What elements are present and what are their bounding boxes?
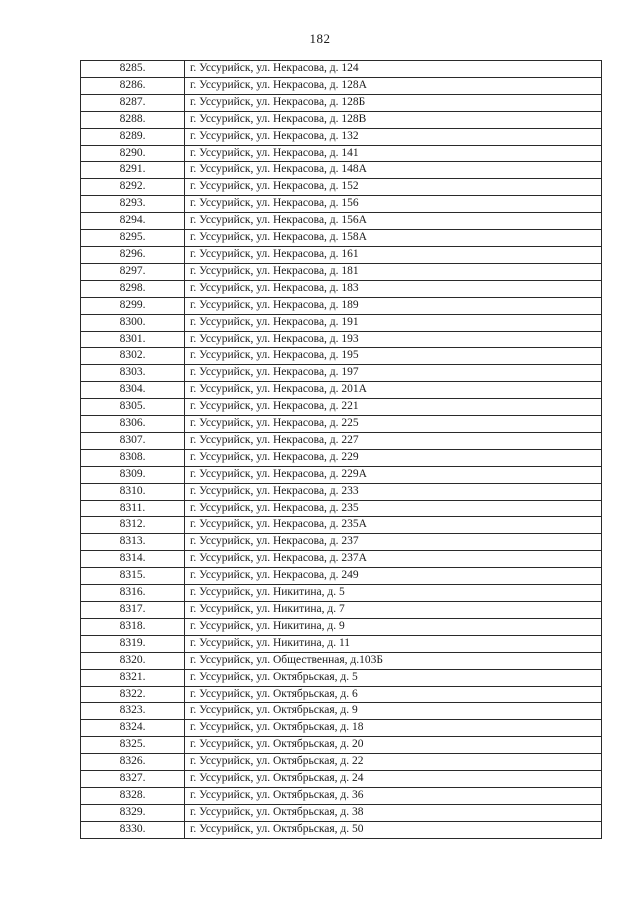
table-row xyxy=(81,703,602,720)
address-cell: г. Уссурийск, ул. Некрасова, д. 235 xyxy=(185,500,602,517)
table-row xyxy=(81,517,602,534)
table-row xyxy=(81,771,602,788)
row-number-cell: 8290. xyxy=(81,145,185,162)
address-cell: г. Уссурийск, ул. Октябрьская, д. 9 xyxy=(185,703,602,720)
row-number-cell: 8293. xyxy=(81,196,185,213)
table-row xyxy=(81,399,602,416)
row-number-cell: 8296. xyxy=(81,246,185,263)
row-number-cell: 8303. xyxy=(81,365,185,382)
table-row xyxy=(81,686,602,703)
row-number-cell: 8329. xyxy=(81,804,185,821)
address-table-body xyxy=(81,61,602,839)
row-number-cell: 8327. xyxy=(81,771,185,788)
address-cell: г. Уссурийск, ул. Некрасова, д. 237А xyxy=(185,551,602,568)
table-row xyxy=(81,230,602,247)
table-row xyxy=(81,754,602,771)
address-cell: г. Уссурийск, ул. Некрасова, д. 183 xyxy=(185,280,602,297)
address-cell: г. Уссурийск, ул. Некрасова, д. 156А xyxy=(185,213,602,230)
address-cell: г. Уссурийск, ул. Никитина, д. 9 xyxy=(185,618,602,635)
address-cell: г. Уссурийск, ул. Октябрьская, д. 24 xyxy=(185,771,602,788)
address-cell: г. Уссурийск, ул. Некрасова, д. 161 xyxy=(185,246,602,263)
row-number-cell: 8308. xyxy=(81,449,185,466)
table-row xyxy=(81,669,602,686)
row-number-cell: 8304. xyxy=(81,382,185,399)
address-cell: г. Уссурийск, ул. Некрасова, д. 191 xyxy=(185,314,602,331)
table-row xyxy=(81,568,602,585)
row-number-cell: 8305. xyxy=(81,399,185,416)
row-number-cell: 8310. xyxy=(81,483,185,500)
table-row xyxy=(81,449,602,466)
address-cell: г. Уссурийск, ул. Некрасова, д. 148А xyxy=(185,162,602,179)
table-row xyxy=(81,213,602,230)
address-cell: г. Уссурийск, ул. Некрасова, д. 158А xyxy=(185,230,602,247)
row-number-cell: 8288. xyxy=(81,111,185,128)
address-cell: г. Уссурийск, ул. Некрасова, д. 225 xyxy=(185,416,602,433)
row-number-cell: 8321. xyxy=(81,669,185,686)
row-number-cell: 8312. xyxy=(81,517,185,534)
row-number-cell: 8325. xyxy=(81,737,185,754)
table-row xyxy=(81,263,602,280)
address-cell: г. Уссурийск, ул. Никитина, д. 5 xyxy=(185,585,602,602)
address-cell: г. Уссурийск, ул. Некрасова, д. 193 xyxy=(185,331,602,348)
row-number-cell: 8297. xyxy=(81,263,185,280)
table-row xyxy=(81,787,602,804)
row-number-cell: 8315. xyxy=(81,568,185,585)
table-row xyxy=(81,145,602,162)
table-row xyxy=(81,246,602,263)
address-cell: г. Уссурийск, ул. Некрасова, д. 124 xyxy=(185,61,602,78)
row-number-cell: 8311. xyxy=(81,500,185,517)
address-cell: г. Уссурийск, ул. Некрасова, д. 195 xyxy=(185,348,602,365)
address-cell: г. Уссурийск, ул. Никитина, д. 7 xyxy=(185,602,602,619)
row-number-cell: 8289. xyxy=(81,128,185,145)
address-cell: г. Уссурийск, ул. Некрасова, д. 128В xyxy=(185,111,602,128)
address-cell: г. Уссурийск, ул. Некрасова, д. 197 xyxy=(185,365,602,382)
row-number-cell: 8299. xyxy=(81,297,185,314)
row-number-cell: 8322. xyxy=(81,686,185,703)
address-cell: г. Уссурийск, ул. Некрасова, д. 233 xyxy=(185,483,602,500)
row-number-cell: 8328. xyxy=(81,787,185,804)
address-cell: г. Уссурийск, ул. Октябрьская, д. 5 xyxy=(185,669,602,686)
table-row xyxy=(81,432,602,449)
table-row xyxy=(81,821,602,838)
address-cell: г. Уссурийск, ул. Некрасова, д. 201А xyxy=(185,382,602,399)
address-cell: г. Уссурийск, ул. Некрасова, д. 181 xyxy=(185,263,602,280)
row-number-cell: 8302. xyxy=(81,348,185,365)
table-row xyxy=(81,128,602,145)
address-cell: г. Уссурийск, ул. Некрасова, д. 227 xyxy=(185,432,602,449)
row-number-cell: 8298. xyxy=(81,280,185,297)
address-cell: г. Уссурийск, ул. Некрасова, д. 229 xyxy=(185,449,602,466)
table-row xyxy=(81,466,602,483)
row-number-cell: 8316. xyxy=(81,585,185,602)
table-row xyxy=(81,720,602,737)
row-number-cell: 8291. xyxy=(81,162,185,179)
page-number: 182 xyxy=(309,31,331,46)
table-row xyxy=(81,804,602,821)
address-cell: г. Уссурийск, ул. Октябрьская, д. 6 xyxy=(185,686,602,703)
table-row xyxy=(81,416,602,433)
row-number-cell: 8286. xyxy=(81,77,185,94)
table-row xyxy=(81,500,602,517)
table-row xyxy=(81,618,602,635)
table-row xyxy=(81,348,602,365)
address-cell: г. Уссурийск, ул. Некрасова, д. 221 xyxy=(185,399,602,416)
address-table xyxy=(80,60,602,839)
row-number-cell: 8307. xyxy=(81,432,185,449)
table-row xyxy=(81,331,602,348)
table-row xyxy=(81,196,602,213)
table-row xyxy=(81,297,602,314)
address-cell: г. Уссурийск, ул. Некрасова, д. 128Б xyxy=(185,94,602,111)
row-number-cell: 8318. xyxy=(81,618,185,635)
address-cell: г. Уссурийск, ул. Некрасова, д. 235А xyxy=(185,517,602,534)
table-row xyxy=(81,551,602,568)
address-cell: г. Уссурийск, ул. Некрасова, д. 229А xyxy=(185,466,602,483)
table-row xyxy=(81,737,602,754)
address-cell: г. Уссурийск, ул. Некрасова, д. 237 xyxy=(185,534,602,551)
row-number-cell: 8300. xyxy=(81,314,185,331)
address-cell: г. Уссурийск, ул. Некрасова, д. 132 xyxy=(185,128,602,145)
address-cell: г. Уссурийск, ул. Октябрьская, д. 38 xyxy=(185,804,602,821)
row-number-cell: 8285. xyxy=(81,61,185,78)
address-cell: г. Уссурийск, ул. Некрасова, д. 152 xyxy=(185,179,602,196)
row-number-cell: 8301. xyxy=(81,331,185,348)
table-row xyxy=(81,534,602,551)
table-row xyxy=(81,162,602,179)
table-row xyxy=(81,94,602,111)
address-cell: г. Уссурийск, ул. Некрасова, д. 156 xyxy=(185,196,602,213)
table-row xyxy=(81,280,602,297)
row-number-cell: 8309. xyxy=(81,466,185,483)
address-cell: г. Уссурийск, ул. Октябрьская, д. 18 xyxy=(185,720,602,737)
table-row xyxy=(81,652,602,669)
row-number-cell: 8313. xyxy=(81,534,185,551)
row-number-cell: 8319. xyxy=(81,635,185,652)
table-row xyxy=(81,602,602,619)
row-number-cell: 8326. xyxy=(81,754,185,771)
row-number-cell: 8295. xyxy=(81,230,185,247)
table-row xyxy=(81,179,602,196)
address-cell: г. Уссурийск, ул. Общественная, д.103Б xyxy=(185,652,602,669)
address-cell: г. Уссурийск, ул. Октябрьская, д. 50 xyxy=(185,821,602,838)
row-number-cell: 8323. xyxy=(81,703,185,720)
table-row xyxy=(81,365,602,382)
table-row xyxy=(81,483,602,500)
address-cell: г. Уссурийск, ул. Некрасова, д. 249 xyxy=(185,568,602,585)
row-number-cell: 8294. xyxy=(81,213,185,230)
row-number-cell: 8292. xyxy=(81,179,185,196)
row-number-cell: 8306. xyxy=(81,416,185,433)
address-cell: г. Уссурийск, ул. Октябрьская, д. 20 xyxy=(185,737,602,754)
table-row xyxy=(81,77,602,94)
table-row xyxy=(81,61,602,78)
row-number-cell: 8330. xyxy=(81,821,185,838)
address-cell: г. Уссурийск, ул. Никитина, д. 11 xyxy=(185,635,602,652)
address-cell: г. Уссурийск, ул. Октябрьская, д. 22 xyxy=(185,754,602,771)
row-number-cell: 8317. xyxy=(81,602,185,619)
table-row xyxy=(81,635,602,652)
address-cell: г. Уссурийск, ул. Некрасова, д. 128А xyxy=(185,77,602,94)
table-row xyxy=(81,585,602,602)
row-number-cell: 8320. xyxy=(81,652,185,669)
table-row xyxy=(81,111,602,128)
address-cell: г. Уссурийск, ул. Некрасова, д. 141 xyxy=(185,145,602,162)
table-row xyxy=(81,314,602,331)
row-number-cell: 8324. xyxy=(81,720,185,737)
address-cell: г. Уссурийск, ул. Некрасова, д. 189 xyxy=(185,297,602,314)
table-row xyxy=(81,382,602,399)
row-number-cell: 8314. xyxy=(81,551,185,568)
address-cell: г. Уссурийск, ул. Октябрьская, д. 36 xyxy=(185,787,602,804)
row-number-cell: 8287. xyxy=(81,94,185,111)
